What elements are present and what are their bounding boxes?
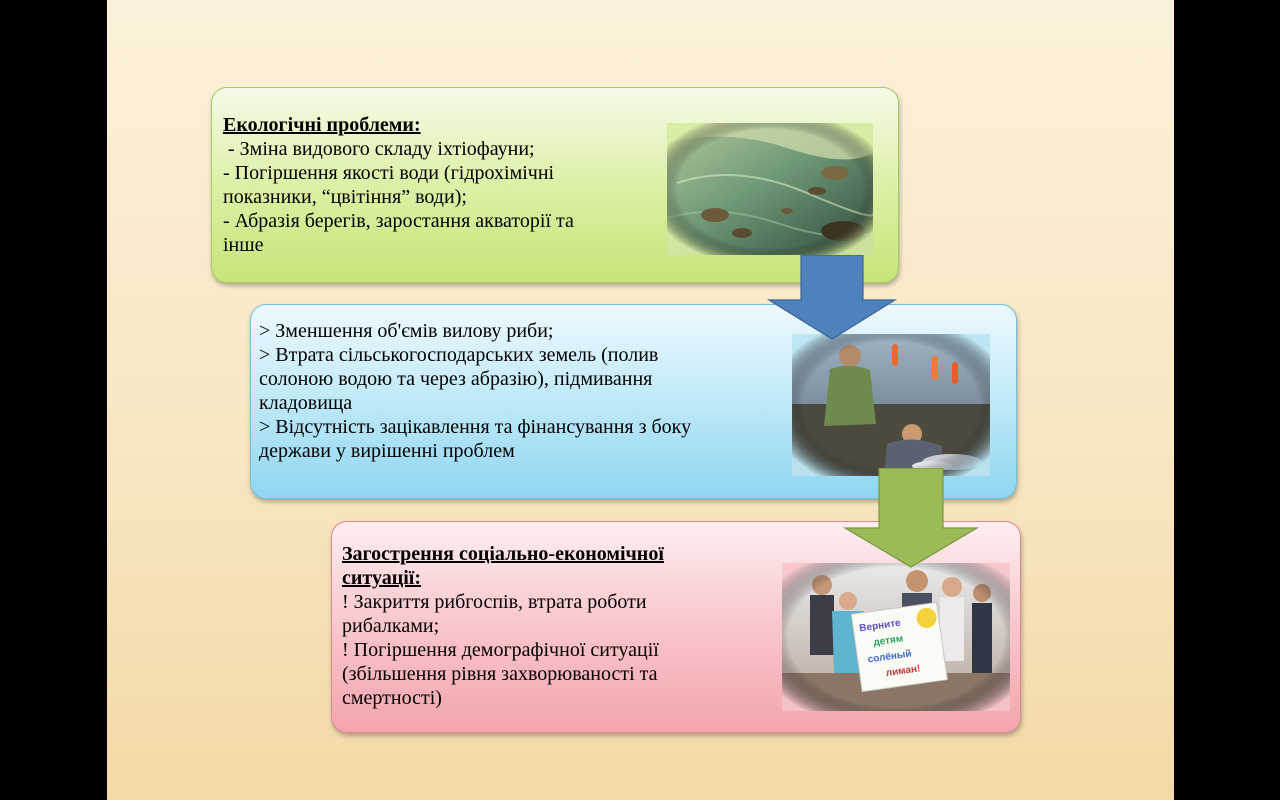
socio-economic-heading-1: Загострення соціально-економічної: [342, 543, 664, 565]
block2-line-1: > Зменшення об'ємів вилову риби;: [259, 320, 554, 342]
block1-line-1: - Зміна видового складу іхтіофауни;: [223, 138, 535, 160]
block3-line-3: ! Погіршення демографічної ситуації: [342, 639, 659, 661]
fishermen-photo: [792, 334, 990, 476]
down-arrow-green-shape: [845, 468, 977, 567]
ecological-problems-text: [223, 113, 663, 257]
block2-line-6: держави у вирішенні проблем: [259, 440, 515, 462]
down-arrow-green-icon: [843, 468, 979, 573]
block3-line-2: рибалками;: [342, 615, 440, 637]
block3-line-1: ! Закриття рибгоспів, втрата роботи: [342, 591, 647, 613]
polluted-water-photo: [667, 123, 873, 255]
consequences-text: [259, 319, 799, 463]
block2-line-3: солоною водою та через абразію), підмивання: [259, 368, 653, 390]
block1-line-2: - Погіршення якості води (гідрохімічні: [223, 162, 555, 184]
protest-photo: [782, 563, 1010, 711]
block1-line-5: інше: [223, 234, 264, 256]
block2-line-4: кладовища: [259, 392, 353, 414]
socio-economic-heading-2: ситуації:: [342, 567, 421, 589]
ecological-problems-heading: Екологічні проблеми:: [223, 114, 421, 136]
block3-line-5: смертності): [342, 687, 442, 709]
block2-line-2: > Втрата сільськогосподарських земель (полив: [259, 344, 659, 366]
block2-line-5: > Відсутність зацікавлення та фінансування з боку: [259, 416, 692, 438]
block1-line-4: - Абразія берегів, заростання акваторії та: [223, 210, 574, 232]
block1-line-3: показники, “цвітіння” води);: [223, 186, 467, 208]
block3-line-4: (збільшення рівня захворюваності та: [342, 663, 658, 685]
socio-economic-text: [342, 542, 762, 710]
slide: [107, 0, 1174, 800]
